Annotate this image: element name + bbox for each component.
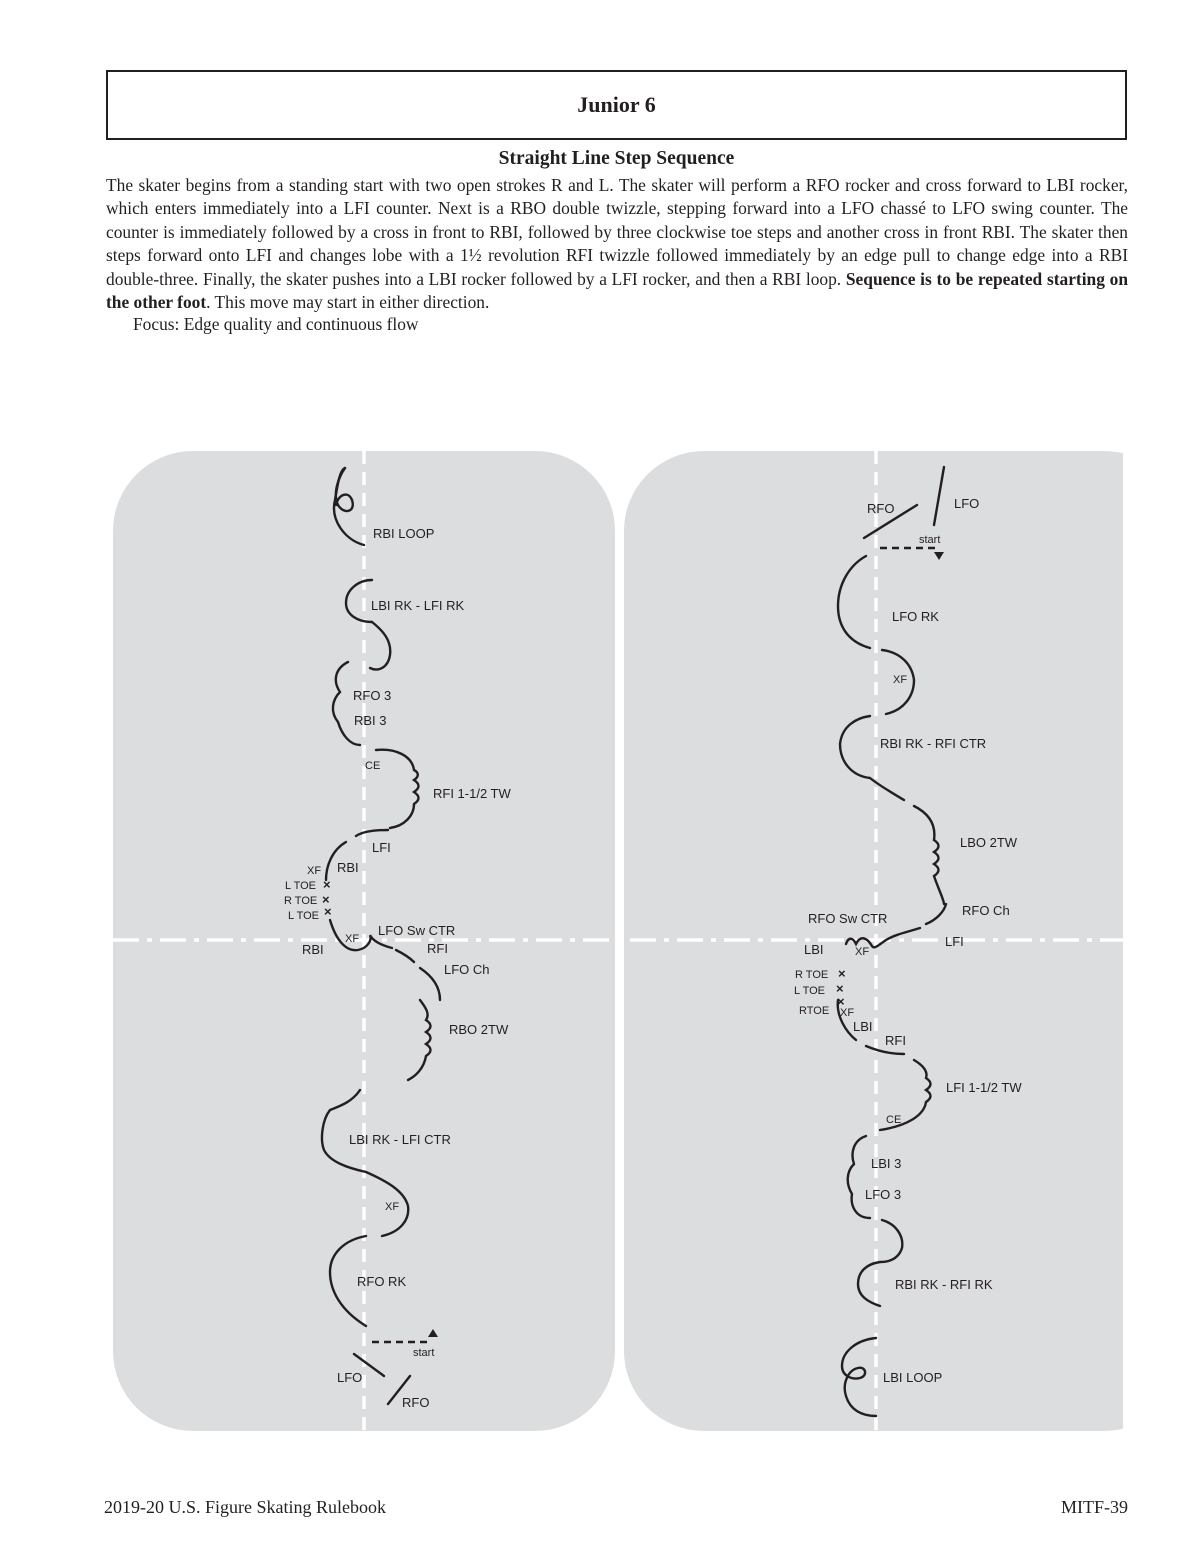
step-sequence-diagram: [0, 440, 1200, 1440]
left-label-rfo-rk: RFO RK: [357, 1274, 407, 1289]
right-label-lbo-2tw: LBO 2TW: [960, 835, 1018, 850]
left-label-lfo-ch: LFO Ch: [444, 962, 490, 977]
page-title: Junior 6: [577, 92, 656, 117]
left-label-rbi-3: RBI 3: [354, 713, 387, 728]
right-label-rbi-rk-rfi-ctr: RBI RK - RFI CTR: [880, 736, 987, 751]
description-paragraph: [106, 174, 1128, 314]
right-label-start: start: [919, 534, 941, 546]
right-label-ce: CE: [886, 1114, 902, 1126]
right-label-lfo-3: LFO 3: [865, 1187, 902, 1202]
left-label-rbi-mid: RBI: [302, 942, 324, 957]
left-label-l-toe-1: L TOE: [285, 880, 316, 892]
left-label-r-toe: R TOE: [284, 895, 318, 907]
left-toe-mark-3: ×: [324, 904, 332, 919]
left-label-rfi-tw: RFI 1-1/2 TW: [433, 786, 511, 801]
right-label-xf-top: XF: [893, 674, 908, 686]
right-toe-mark-2: ×: [836, 981, 844, 996]
right-label-lfi-tw: LFI 1-1/2 TW: [946, 1080, 1022, 1095]
left-label-rbi-top: RBI: [337, 860, 359, 875]
left-label-rfo: RFO: [402, 1395, 430, 1410]
left-label-l-toe-2: L TOE: [288, 910, 319, 922]
left-label-xf-mid: XF: [345, 933, 360, 945]
section-title: Straight Line Step Sequence: [498, 148, 735, 169]
right-label-lfo: LFO: [954, 496, 980, 511]
left-label-xf-low: XF: [385, 1201, 400, 1213]
right-label-lbi-loop: LBI LOOP: [883, 1370, 943, 1385]
right-label-xf-mid: XF: [855, 946, 870, 958]
left-label-lfo-sw-ctr: LFO Sw CTR: [378, 923, 456, 938]
left-label-xf-top: XF: [307, 865, 322, 877]
right-label-rfo-sw-ctr: RFO Sw CTR: [808, 911, 888, 926]
description-part-1: The skater begins from a standing start with two open strokes R and L. The skater will perform a RFO rocker and cross forward to LBI rocker, which enters immediately into a LFI counter. Next is a RBO double twizzle, stepping forward into a LFO chassé to LFO swing counter. The counter is immediately followed by a cross in front to RBI, followed by three clockwise toe steps and another cross in front RBI. The skater then steps forward onto LFI and changes lobe with a 1½ revolution RFI twizzle followed immediately by an edge pull to change edge into a RBI double-three. Finally, the skater pushes into a LBI rocker followed by a LFI rocker, and then a RBI loop.: [106, 175, 1128, 289]
right-label-rfo: RFO: [867, 501, 895, 516]
right-label-lbi-top: LBI: [804, 942, 824, 957]
right-label-l-toe: L TOE: [794, 985, 825, 997]
right-label-lfi: LFI: [945, 934, 964, 949]
left-label-lbi-rk-lfi-rk: LBI RK - LFI RK: [371, 598, 465, 613]
right-toe-mark-3: ×: [837, 994, 845, 1009]
right-label-rfo-ch: RFO Ch: [962, 903, 1010, 918]
right-label-lbi-low: LBI: [853, 1019, 873, 1034]
left-toe-mark-1: ×: [323, 877, 331, 892]
right-label-xf-low: XF: [840, 1007, 855, 1019]
description-emphasis: Sequence is to be repeated starting on the other foot: [106, 268, 1128, 313]
page-title-box: [106, 70, 1127, 140]
left-label-rbi-loop: RBI LOOP: [373, 526, 435, 541]
left-label-rbo-2tw: RBO 2TW: [449, 1022, 509, 1037]
focus-note: Focus: Edge quality and continuous flow: [133, 314, 419, 334]
right-toe-mark-1: ×: [838, 966, 846, 981]
description-part-2: . This move may start in either direction.: [206, 292, 490, 313]
right-label-rfi: RFI: [885, 1033, 906, 1048]
left-label-start: start: [413, 1347, 435, 1359]
left-label-rfo-3: RFO 3: [353, 688, 392, 703]
footer-rulebook-title: 2019-20 U.S. Figure Skating Rulebook: [104, 1497, 386, 1517]
left-label-rfi: RFI: [427, 941, 448, 956]
left-label-ce: CE: [365, 760, 381, 772]
right-label-r-toe-2: RTOE: [799, 1005, 830, 1017]
left-toe-mark-2: ×: [322, 892, 330, 907]
right-label-r-toe-1: R TOE: [795, 969, 829, 981]
right-label-rbi-rk-rfi-rk: RBI RK - RFI RK: [895, 1277, 993, 1292]
right-label-lfo-rk: LFO RK: [892, 609, 939, 624]
right-label-lbi-3: LBI 3: [871, 1156, 902, 1171]
footer-page-number: MITF-39: [1061, 1497, 1128, 1517]
left-label-lfi: LFI: [372, 840, 391, 855]
left-label-lbi-rk-lfi-ctr: LBI RK - LFI CTR: [349, 1132, 451, 1147]
left-label-lfo: LFO: [337, 1370, 363, 1385]
